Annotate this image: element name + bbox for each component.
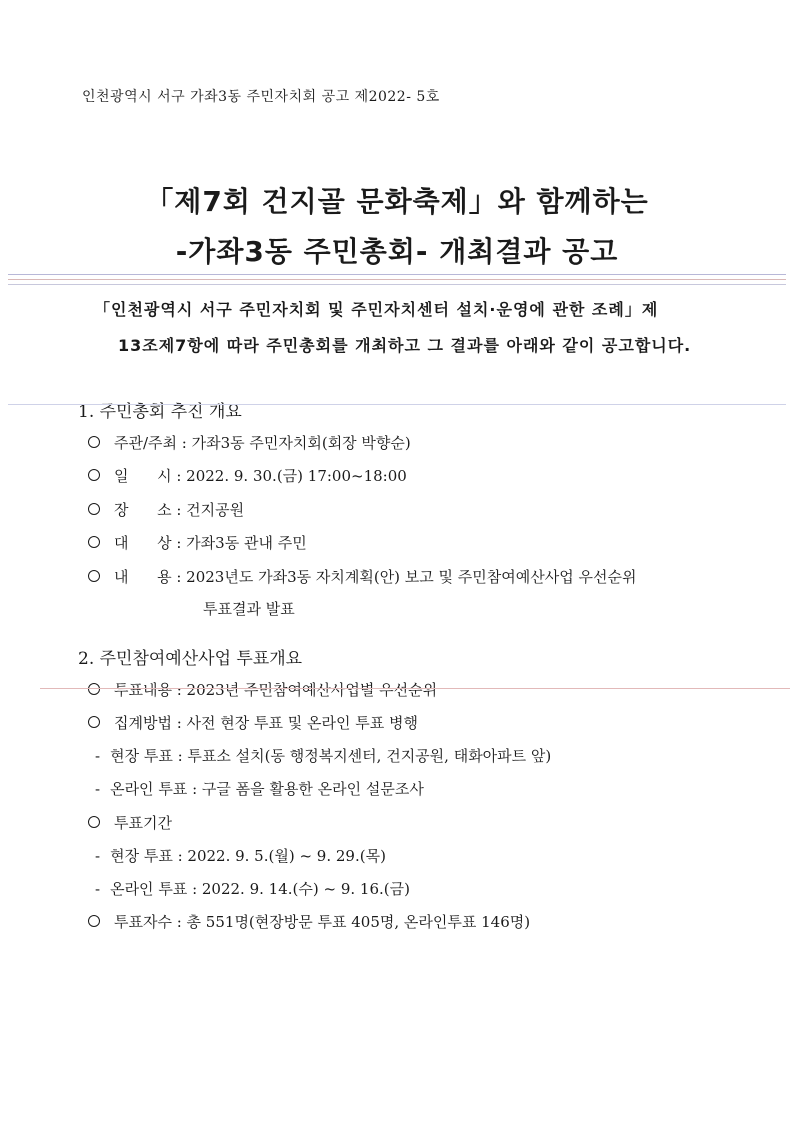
circle-bullet-icon [88, 683, 100, 695]
scan-line [8, 404, 786, 405]
vote-overview-line [95, 778, 424, 799]
circle-bullet-icon [88, 469, 100, 481]
dash-bullet-icon: - [95, 880, 101, 898]
vote-overview-text: 현장 투표 : 투표소 설치(동 행정복지센터, 건지공원, 태화아파트 앞) [110, 747, 552, 765]
circle-bullet-icon [88, 716, 100, 728]
overview-item-content [88, 566, 636, 587]
title-divider [8, 279, 786, 280]
circle-bullet-icon [88, 536, 100, 548]
section2-heading: 2. 주민참여예산사업 투표개요 [78, 649, 303, 669]
section1-heading: 1. 주민총회 추진 개요 [78, 402, 242, 422]
vote-overview-text: 집계방법 : 사전 현장 투표 및 온라인 투표 병행 [114, 714, 419, 732]
title-divider [8, 284, 786, 285]
overview-item-text: 일 시 : 2022. 9. 30.(금) 17:00~18:00 [114, 467, 407, 485]
circle-bullet-icon [88, 915, 100, 927]
circle-bullet-icon [88, 570, 100, 582]
overview-item-host [88, 432, 411, 453]
document-title-line-1: 「제7회 건지골 문화축제」와 함께하는 [145, 185, 649, 218]
scan-line [40, 688, 790, 689]
overview-item-text: 주관/주최 : 가좌3동 주민자치회(회장 박향순) [114, 434, 411, 452]
vote-overview-text: 온라인 투표 : 2022. 9. 14.(수) ~ 9. 16.(금) [110, 880, 410, 898]
title-divider [8, 274, 786, 275]
dash-bullet-icon: - [95, 747, 101, 765]
overview-item-place [88, 499, 244, 520]
vote-overview-line [88, 911, 530, 932]
circle-bullet-icon [88, 816, 100, 828]
intro-line-1: 「인천광역시 서구 주민자치회 및 주민자치센터 설치·운영에 관한 조례」제 [94, 300, 659, 319]
vote-overview-text: 투표기간 [114, 814, 172, 832]
intro-line-2: 13조제7항에 따라 주민총회를 개최하고 그 결과를 아래와 같이 공고합니다. [118, 336, 692, 355]
dash-bullet-icon: - [95, 780, 101, 798]
overview-item-text: 대 상 : 가좌3동 관내 주민 [114, 534, 307, 552]
circle-bullet-icon [88, 503, 100, 515]
overview-item-text: 내 용 : 2023년도 가좌3동 자치계획(안) 보고 및 주민참여예산사업 우선순위 [114, 568, 637, 586]
vote-overview-text: 투표자수 : 총 551명(현장방문 투표 405명, 온라인투표 146명) [114, 913, 531, 931]
overview-item-text: 장 소 : 건지공원 [114, 501, 245, 519]
overview-item-target [88, 532, 307, 553]
vote-overview-text: 현장 투표 : 2022. 9. 5.(월) ~ 9. 29.(목) [110, 847, 386, 865]
vote-overview-line [95, 845, 386, 866]
overview-item-content-continuation: 투표결과 발표 [203, 600, 295, 618]
vote-overview-line [95, 878, 410, 899]
overview-item-datetime [88, 465, 407, 486]
circle-bullet-icon [88, 436, 100, 448]
dash-bullet-icon: - [95, 847, 101, 865]
vote-overview-text: 온라인 투표 : 구글 폼을 활용한 온라인 설문조사 [110, 780, 424, 798]
vote-overview-line [88, 712, 418, 733]
notice-number: 인천광역시 서구 가좌3동 주민자치회 공고 제2022- 5호 [82, 89, 440, 105]
document-title-line-2: -가좌3동 주민총회- 개최결과 공고 [175, 235, 619, 268]
vote-overview-line [95, 745, 551, 766]
vote-overview-line [88, 679, 437, 700]
vote-overview-text: 투표내용 : 2023년 주민참여예산사업별 우선순위 [114, 681, 438, 699]
vote-overview-line [88, 812, 172, 833]
